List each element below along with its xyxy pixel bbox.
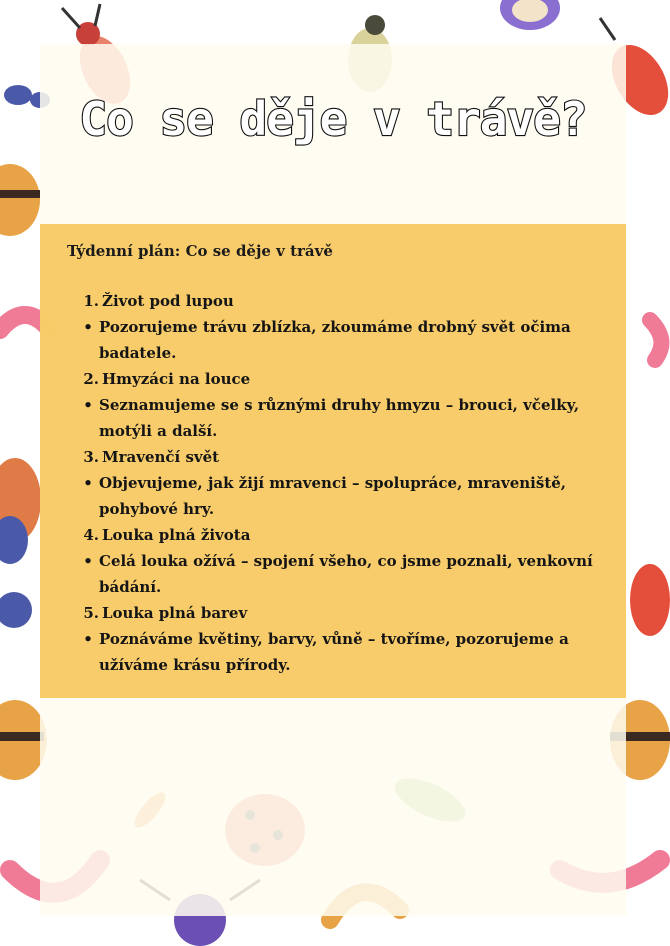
left-spider-icon	[0, 592, 32, 628]
plan-item-text: Seznamujeme se s různými druhy hmyzu – brouci, včelky, motýli a další.	[99, 396, 580, 440]
left-butterfly-icon	[0, 458, 41, 564]
plan-item-title-1	[77, 288, 597, 314]
bullet-icon: •	[83, 318, 93, 336]
plan-item-label: Hmyzáci na louce	[102, 370, 251, 388]
plan-item-description-5	[77, 626, 597, 678]
plan-item-description-3	[77, 470, 597, 522]
bullet-icon: •	[83, 552, 93, 570]
plan-item-number: 4.	[83, 526, 99, 544]
plan-item-description-4	[77, 548, 597, 600]
plan-item-label: Louka plná života	[102, 526, 251, 544]
plan-list	[77, 288, 597, 678]
plan-item-text: Celá louka ožívá – spojení všeho, co jsme poznali, venkovní bádání.	[99, 552, 593, 596]
plan-item-number: 2.	[83, 370, 99, 388]
left-bee-icon	[0, 164, 40, 236]
plan-item-description-1	[77, 314, 597, 366]
plan-item-title-3	[77, 444, 597, 470]
plan-item-number: 1.	[83, 292, 99, 310]
plan-item-title-2	[77, 366, 597, 392]
right-worm-icon	[650, 320, 661, 360]
plan-item-number: 5.	[83, 604, 99, 622]
right-beetle-icon	[630, 564, 670, 636]
plan-item-title-5	[77, 600, 597, 626]
plan-item-text: Poznáváme květiny, barvy, vůně – tvoříme, pozorujeme a užíváme krásu přírody.	[99, 630, 569, 674]
page-title: Co se děje v trávě?	[79, 92, 587, 146]
plan-item-label: Mravenčí svět	[102, 448, 220, 466]
plan-item-description-2	[77, 392, 597, 444]
plan-item-number: 3.	[83, 448, 99, 466]
plan-item-label: Život pod lupou	[102, 292, 234, 310]
plan-item-title-4	[77, 522, 597, 548]
bullet-icon: •	[83, 630, 93, 648]
bullet-icon: •	[83, 396, 93, 414]
plan-heading: Týdenní plán: Co se děje v trávě	[67, 242, 333, 260]
plan-item-text: Pozorujeme trávu zblízka, zkoumáme drobný svět očima badatele.	[99, 318, 571, 362]
top-right-ladybug-icon	[500, 0, 560, 30]
plan-item-label: Louka plná barev	[102, 604, 248, 622]
bullet-icon: •	[83, 474, 93, 492]
plan-item-text: Objevujeme, jak žijí mravenci – spolupráce, mraveniště, pohybové hry.	[99, 474, 567, 518]
